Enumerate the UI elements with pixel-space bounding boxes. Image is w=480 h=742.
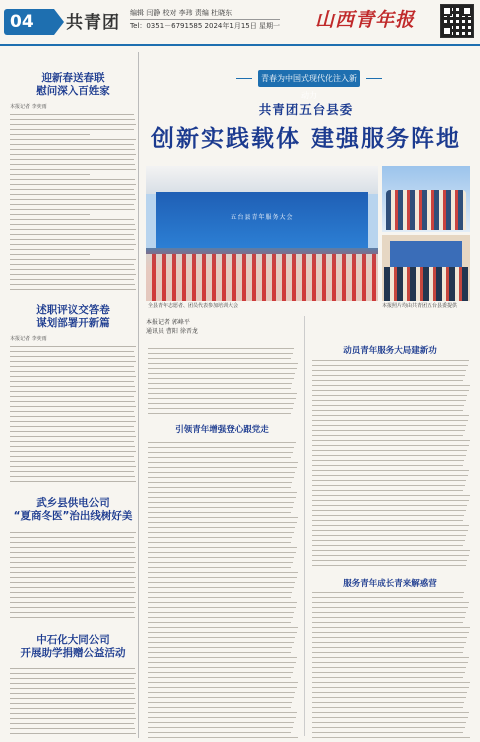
text-line xyxy=(10,693,134,694)
text-line xyxy=(10,129,134,130)
text-line xyxy=(312,400,466,401)
text-line xyxy=(10,154,136,155)
text-line xyxy=(10,249,134,250)
text-line xyxy=(312,505,467,506)
text-line xyxy=(312,365,468,366)
text-line xyxy=(312,460,464,461)
text-line xyxy=(148,552,296,553)
text-line xyxy=(148,597,291,598)
text-line xyxy=(10,617,135,618)
qr-code-icon xyxy=(440,4,474,38)
text-line xyxy=(10,698,135,699)
page-header xyxy=(0,0,480,44)
left-news-column xyxy=(10,52,136,738)
text-line xyxy=(148,582,295,583)
text-line xyxy=(10,607,136,608)
text-line xyxy=(10,557,135,558)
news-headline-3: 武乡县供电公司 “夏商冬医”治出线树好美 xyxy=(13,497,133,522)
text-line xyxy=(148,692,295,693)
text-line xyxy=(312,390,469,391)
text-line xyxy=(10,421,136,422)
text-line xyxy=(148,348,294,349)
text-line xyxy=(312,530,468,531)
text-line xyxy=(10,602,135,603)
text-line xyxy=(312,410,463,411)
news-headline-2: 述职评议交答卷 谋划部署开新篇 xyxy=(36,304,110,329)
text-line xyxy=(312,475,468,476)
text-line xyxy=(312,622,463,623)
side-photo-1[interactable] xyxy=(382,166,470,232)
text-line xyxy=(10,678,134,679)
text-line xyxy=(10,366,134,367)
text-line xyxy=(312,737,470,738)
text-line xyxy=(312,707,463,708)
text-line xyxy=(10,577,136,578)
text-line xyxy=(148,602,297,603)
text-line xyxy=(148,567,291,568)
text-line xyxy=(10,592,136,593)
text-line xyxy=(10,114,134,115)
text-line xyxy=(10,391,136,392)
text-line xyxy=(10,274,136,275)
text-line xyxy=(312,682,470,683)
section-title: 共青团 xyxy=(66,13,120,33)
text-line xyxy=(148,612,294,613)
text-line xyxy=(312,430,465,431)
main-photo[interactable]: 五台县青年服务大会 xyxy=(146,166,378,301)
text-line xyxy=(10,194,135,195)
text-line xyxy=(312,545,463,546)
text-line xyxy=(10,481,136,482)
text-line xyxy=(148,383,292,384)
text-line xyxy=(10,723,134,724)
text-line xyxy=(148,547,297,548)
text-line xyxy=(148,622,291,623)
text-line xyxy=(148,707,291,708)
text-line xyxy=(312,672,465,673)
text-line xyxy=(10,376,136,377)
text-line xyxy=(148,452,293,453)
text-line xyxy=(312,617,465,618)
text-line xyxy=(312,520,463,521)
text-line xyxy=(148,732,291,733)
text-line xyxy=(10,683,135,684)
text-line xyxy=(10,431,135,432)
text-line xyxy=(148,522,297,523)
text-line xyxy=(148,462,298,463)
text-line xyxy=(10,184,136,185)
text-line xyxy=(312,465,463,466)
text-line xyxy=(148,562,293,563)
photo-credit: 本报照片均由共青团五台县委提供 xyxy=(382,303,458,309)
text-line xyxy=(312,667,466,668)
text-line xyxy=(10,537,134,538)
text-line xyxy=(10,119,135,120)
text-line xyxy=(312,510,466,511)
text-line xyxy=(10,224,135,225)
text-line xyxy=(148,687,297,688)
text-line xyxy=(148,727,293,728)
text-line xyxy=(148,537,292,538)
text-line xyxy=(312,415,469,416)
text-line xyxy=(148,408,293,409)
text-line xyxy=(312,647,464,648)
text-line xyxy=(312,597,463,598)
text-line xyxy=(10,149,135,150)
text-line xyxy=(312,732,463,733)
text-line xyxy=(10,356,135,357)
text-line xyxy=(312,380,463,381)
text-line xyxy=(148,722,294,723)
text-line xyxy=(10,411,134,412)
meta-contact-date: Tel：0351－6791585 2024年1月15日 星期一 xyxy=(130,22,280,30)
text-line xyxy=(10,567,134,568)
text-line xyxy=(148,527,295,528)
text-line xyxy=(10,406,136,407)
text-line xyxy=(10,189,134,190)
text-line xyxy=(10,542,135,543)
text-line xyxy=(312,662,468,663)
text-line xyxy=(148,403,294,404)
text-line xyxy=(148,398,296,399)
text-line xyxy=(148,413,291,414)
text-line xyxy=(312,395,467,396)
meta-editors: 编辑 闫静 校对 李玮 责编 杜晓东 xyxy=(130,9,233,17)
text-line xyxy=(148,512,291,513)
text-line xyxy=(148,677,291,678)
text-line xyxy=(148,572,298,573)
text-line xyxy=(312,425,466,426)
text-line xyxy=(10,174,90,175)
news-item-4[interactable] xyxy=(10,634,136,660)
text-line xyxy=(312,540,465,541)
feature-column-rule xyxy=(304,316,305,736)
text-line xyxy=(148,642,294,643)
text-line xyxy=(148,737,298,738)
text-line xyxy=(10,209,135,210)
news-item-2[interactable] xyxy=(10,304,136,342)
text-line xyxy=(10,396,134,397)
text-line xyxy=(10,572,135,573)
text-line xyxy=(10,587,135,588)
text-line xyxy=(312,435,463,436)
text-line xyxy=(10,284,135,285)
text-line xyxy=(148,487,291,488)
side-photo-2[interactable] xyxy=(382,235,470,301)
text-line xyxy=(10,144,134,145)
text-line xyxy=(10,582,134,583)
text-line xyxy=(10,713,135,714)
news-headline-1: 迎新春送春联 慰问深入百姓家 xyxy=(36,72,110,97)
text-line xyxy=(312,440,470,441)
text-line xyxy=(148,617,293,618)
text-line xyxy=(312,370,466,371)
text-line xyxy=(312,420,468,421)
news-headline-4: 中石化大同公司 开展助学捐赠公益活动 xyxy=(20,634,126,659)
editorial-meta xyxy=(130,8,280,31)
text-line xyxy=(10,159,134,160)
text-line xyxy=(312,560,467,561)
text-line xyxy=(312,495,470,496)
column-divider xyxy=(138,52,139,738)
newspaper-masthead: 山西青年报 xyxy=(315,9,416,31)
text-line xyxy=(10,269,135,270)
text-line xyxy=(10,234,134,235)
text-line xyxy=(10,351,134,352)
text-line xyxy=(10,401,135,402)
text-line xyxy=(312,692,467,693)
subhead-1: 动员青年服务大局建新功 xyxy=(343,346,437,356)
text-line xyxy=(10,346,136,347)
text-line xyxy=(312,385,470,386)
text-line xyxy=(312,490,463,491)
text-line xyxy=(10,164,135,165)
text-line xyxy=(10,436,136,437)
text-line xyxy=(10,708,134,709)
text-line xyxy=(10,229,136,230)
text-line xyxy=(10,532,136,533)
text-line xyxy=(312,550,470,551)
text-line xyxy=(312,480,466,481)
text-line xyxy=(10,169,136,170)
text-line xyxy=(312,612,466,613)
text-line xyxy=(10,259,136,260)
text-line xyxy=(312,687,469,688)
text-line xyxy=(312,717,468,718)
text-line xyxy=(10,562,136,563)
header-rule xyxy=(0,44,480,46)
subhead-3: 服务青年成长青来解惑营 xyxy=(343,579,437,589)
text-line xyxy=(148,632,297,633)
feature-title[interactable]: 创新实践载体 建强服务阵地 xyxy=(150,125,461,152)
text-line xyxy=(10,461,135,462)
text-line xyxy=(312,500,469,501)
text-line xyxy=(312,565,466,566)
text-line xyxy=(10,199,136,200)
text-line xyxy=(148,388,291,389)
text-line xyxy=(148,627,298,628)
main-photo-caption: 全县青年志愿者、团员代表参加培训大会 xyxy=(148,303,239,309)
text-line xyxy=(10,244,136,245)
text-line xyxy=(10,466,136,467)
text-line xyxy=(312,607,468,608)
text-line xyxy=(148,472,295,473)
text-line xyxy=(148,368,297,369)
text-line xyxy=(10,673,136,674)
text-line xyxy=(148,457,291,458)
text-line xyxy=(148,542,291,543)
text-line xyxy=(148,492,297,493)
text-line xyxy=(10,668,135,669)
text-line xyxy=(10,264,134,265)
text-line xyxy=(10,612,134,613)
text-line xyxy=(10,139,136,140)
text-line xyxy=(148,682,298,683)
feature-deck: 共青团五台县委 xyxy=(258,102,354,117)
text-line xyxy=(10,361,136,362)
text-line xyxy=(312,450,467,451)
text-line xyxy=(148,577,297,578)
text-line xyxy=(148,672,293,673)
text-line xyxy=(10,451,136,452)
text-line xyxy=(312,642,466,643)
text-line xyxy=(10,597,134,598)
text-line xyxy=(148,702,292,703)
text-line xyxy=(10,456,134,457)
text-line xyxy=(148,697,294,698)
text-line xyxy=(10,718,136,719)
subhead-2: 引领青年增强登心跟党走 xyxy=(175,425,269,435)
text-line xyxy=(312,445,469,446)
text-line xyxy=(148,378,294,379)
text-line xyxy=(10,239,135,240)
text-line xyxy=(148,652,291,653)
text-line xyxy=(10,254,90,255)
text-line xyxy=(148,557,294,558)
text-line xyxy=(10,547,136,548)
text-line xyxy=(148,482,292,483)
text-line xyxy=(10,703,136,704)
text-line xyxy=(148,712,297,713)
text-line xyxy=(312,470,469,471)
page-number: 04 xyxy=(4,9,54,35)
news-item-3[interactable] xyxy=(10,497,136,523)
text-line xyxy=(10,386,135,387)
text-line xyxy=(148,507,293,508)
text-line xyxy=(312,375,465,376)
text-line xyxy=(312,535,466,536)
text-line xyxy=(10,371,135,372)
news-byline-2: 本报记者 李奕雨 xyxy=(10,336,47,342)
text-line xyxy=(148,502,294,503)
text-line xyxy=(10,441,134,442)
text-line xyxy=(312,555,469,556)
text-line xyxy=(148,353,293,354)
text-line xyxy=(10,204,134,205)
text-line xyxy=(148,662,296,663)
text-line xyxy=(312,627,470,628)
text-line xyxy=(148,442,296,443)
text-line xyxy=(148,532,294,533)
text-line xyxy=(148,477,294,478)
text-line xyxy=(312,602,469,603)
text-line xyxy=(312,405,464,406)
text-line xyxy=(148,607,296,608)
text-line xyxy=(312,702,464,703)
text-line xyxy=(10,426,134,427)
text-line xyxy=(148,592,292,593)
feature-byline: 本报记者 郭峰平 通讯员 曹阳 徐晋龙 xyxy=(146,319,198,335)
text-line xyxy=(148,447,294,448)
text-line xyxy=(148,467,297,468)
text-line xyxy=(312,485,465,486)
text-line xyxy=(10,471,134,472)
text-line xyxy=(148,373,295,374)
text-line xyxy=(10,688,136,689)
text-line xyxy=(10,446,135,447)
text-line xyxy=(10,289,136,290)
text-line xyxy=(10,279,134,280)
text-line xyxy=(148,657,297,658)
text-line xyxy=(10,219,134,220)
text-line xyxy=(10,416,135,417)
text-line xyxy=(10,124,136,125)
text-line xyxy=(312,592,464,593)
text-line xyxy=(312,455,466,456)
text-line xyxy=(312,712,469,713)
text-line xyxy=(148,393,297,394)
news-byline-1: 本报记者 李奕雨 xyxy=(10,104,47,110)
text-line xyxy=(312,632,469,633)
feature-banner: 青春为中国式现代化注入新动力 xyxy=(258,70,360,87)
text-line xyxy=(148,647,292,648)
text-line xyxy=(312,652,463,653)
text-line xyxy=(312,637,467,638)
text-line xyxy=(148,717,296,718)
text-line xyxy=(10,381,134,382)
text-line xyxy=(10,728,135,729)
text-line xyxy=(312,525,469,526)
text-line xyxy=(148,363,298,364)
text-line xyxy=(312,677,463,678)
text-line xyxy=(148,358,291,359)
text-line xyxy=(10,552,134,553)
text-line xyxy=(148,587,294,588)
text-line xyxy=(312,697,466,698)
text-line xyxy=(312,360,469,361)
text-line xyxy=(10,134,90,135)
text-line xyxy=(148,517,298,518)
text-line xyxy=(312,657,469,658)
text-line xyxy=(10,179,135,180)
text-line xyxy=(148,497,296,498)
text-line xyxy=(10,214,90,215)
text-line xyxy=(148,637,295,638)
text-line xyxy=(10,733,136,734)
text-line xyxy=(312,515,464,516)
text-line xyxy=(312,722,466,723)
text-line xyxy=(148,667,294,668)
text-line xyxy=(10,476,135,477)
text-line xyxy=(312,727,465,728)
news-item-1[interactable] xyxy=(10,72,136,110)
